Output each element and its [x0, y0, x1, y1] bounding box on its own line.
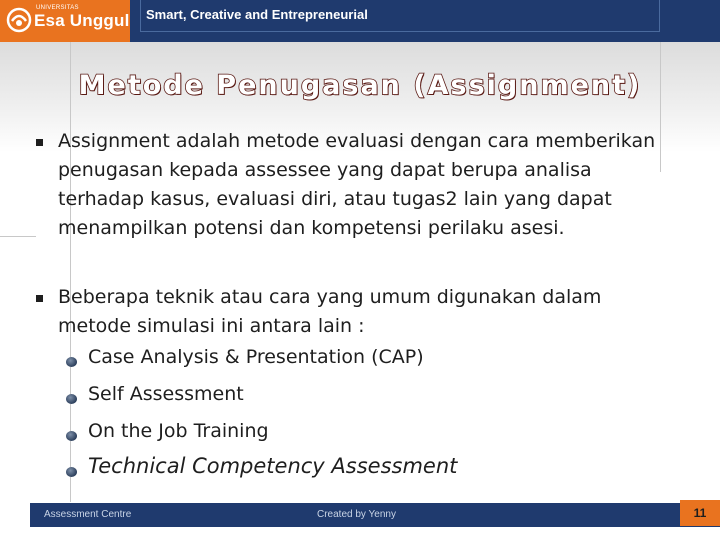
bottom-strip: [0, 527, 720, 540]
list-item-text: Self Assessment: [88, 383, 244, 405]
bullet-paragraph: [36, 127, 676, 243]
round-bullet-icon: [66, 467, 77, 477]
logo-name: Esa Unggul: [34, 11, 130, 30]
list-item-text: On the Job Training: [88, 420, 269, 442]
square-bullet-icon: [36, 295, 43, 302]
logo-subtext: UNIVERSITAS: [36, 5, 79, 11]
round-bullet-icon: [66, 394, 77, 404]
slide-title: Metode Penugasan (Assignment): [78, 70, 642, 101]
page-number: 11: [680, 500, 720, 526]
round-bullet-icon: [66, 357, 77, 367]
footer-course: Assessment Centre: [44, 509, 132, 520]
bullet-paragraph: [36, 283, 676, 341]
header-tagline: Smart, Creative and Entrepreneurial: [146, 7, 368, 22]
footer-author: Created by Yenny: [317, 509, 396, 520]
university-logo: [0, 0, 130, 42]
decor-line: [0, 236, 36, 237]
paragraph-text: Beberapa teknik atau cara yang umum digunakan dalam metode simulasi ini antara lain :: [58, 286, 602, 337]
logo-emblem-icon: [6, 7, 32, 33]
round-bullet-icon: [66, 431, 77, 441]
list-item-text: Technical Competency Assessment: [88, 454, 458, 478]
square-bullet-icon: [36, 139, 43, 146]
footer-bar: [30, 503, 720, 527]
paragraph-text: Assignment adalah metode evaluasi dengan cara memberikan penugasan kepada assessee yang dapat berupa analisa terhadap kasus, evaluasi diri, atau tugas2 lain yang dapat menampilkan potensi dan kompetensi perilaku asesi.: [58, 130, 656, 239]
list-item-text: Case Analysis & Presentation (CAP): [88, 346, 424, 368]
